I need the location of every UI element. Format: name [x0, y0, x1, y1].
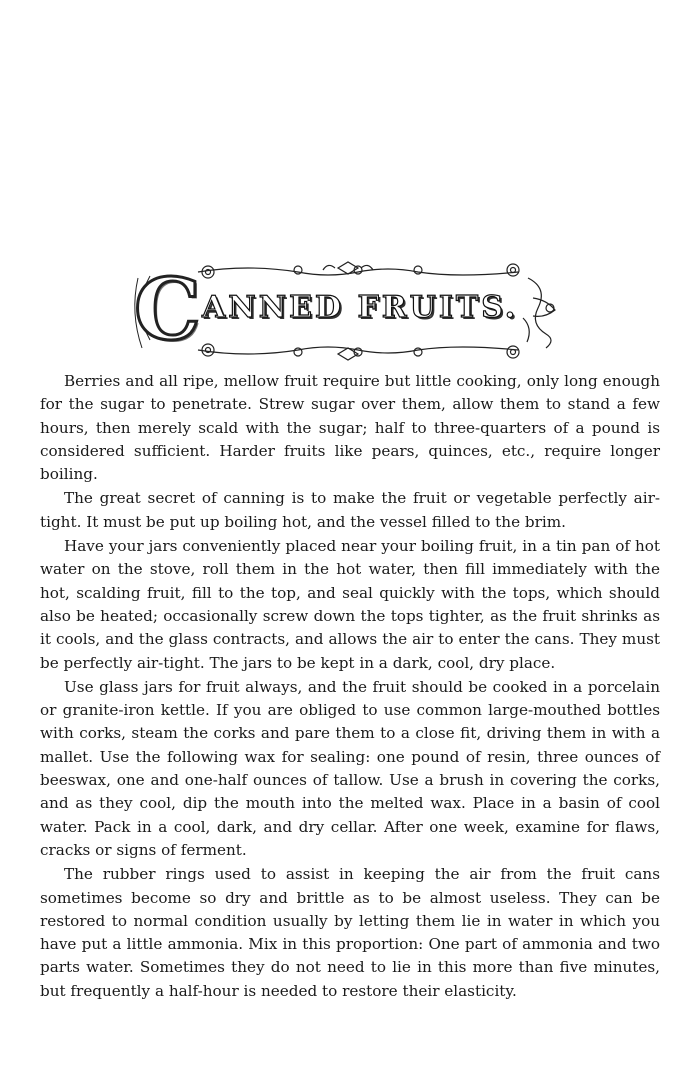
paragraph: Use glass jars for fruit always, and the fruit should be cooked in a porcelain or granite-iron kettle. If you are obliged to use common large-mouthed bottles with corks, steam the corks and pare them to a close fit, driving them in with a mallet. Use the following wax for sealing: one pound of resin, three ounces of beeswax, one and one-half ounces of tallow. Use a brush in covering the corks, and as they cool, dip the mouth into the melted wax. Place in a basin of cool water. Pack in a cool, dark, and dry cellar. After one week, examine for flaws, cracks or signs of ferment. [40, 677, 660, 859]
paragraph: The rubber rings used to assist in keeping the air from the fruit cans sometimes become so dry and brittle as to be almost useless. They can be restored to normal condition usually by letting them lie in water in which you have put a little ammonia. Mix in this proportion: One part of ammonia and two parts water. Sometimes they do not need to lie in this more than five minutes, but frequently a half-hour is needed to restore their elasticity. [40, 865, 660, 1000]
heading-initial: C [134, 260, 201, 359]
paragraph: Berries and all ripe, mellow fruit require but little cooking, only long enough for the sugar to penetrate. Strew sugar over them, allow them to stand a few hours, then merely scald with the sugar; half to three-quarters of a pound is considered sufficient. Harder fruits like pears, quinces, etc., require longer boiling. [40, 372, 660, 484]
heading-title-block [134, 260, 544, 359]
decorative-heading [128, 258, 560, 368]
article-body [40, 370, 660, 1004]
paragraph: The great secret of canning is to make the fruit or vegetable perfectly air-tight. It must be put up boiling hot, and the vessel filled to the brim. [40, 489, 660, 531]
heading-title: ANNED FRUITS. [202, 290, 519, 325]
paragraph: Have your jars conveniently placed near your boiling fruit, in a tin pan of hot water on the stove, roll them in the hot water, then fill immediately with the hot, scalding fruit, fill to the top, and seal quickly with the tops, which should also be heated; occasionally screw down the tops tighter, as the fruit shrinks as it cools, and the glass contracts, and allows the air to enter the cans. They must be perfectly air-tight. The jars to be kept in a dark, cool, dry place. [40, 537, 660, 672]
